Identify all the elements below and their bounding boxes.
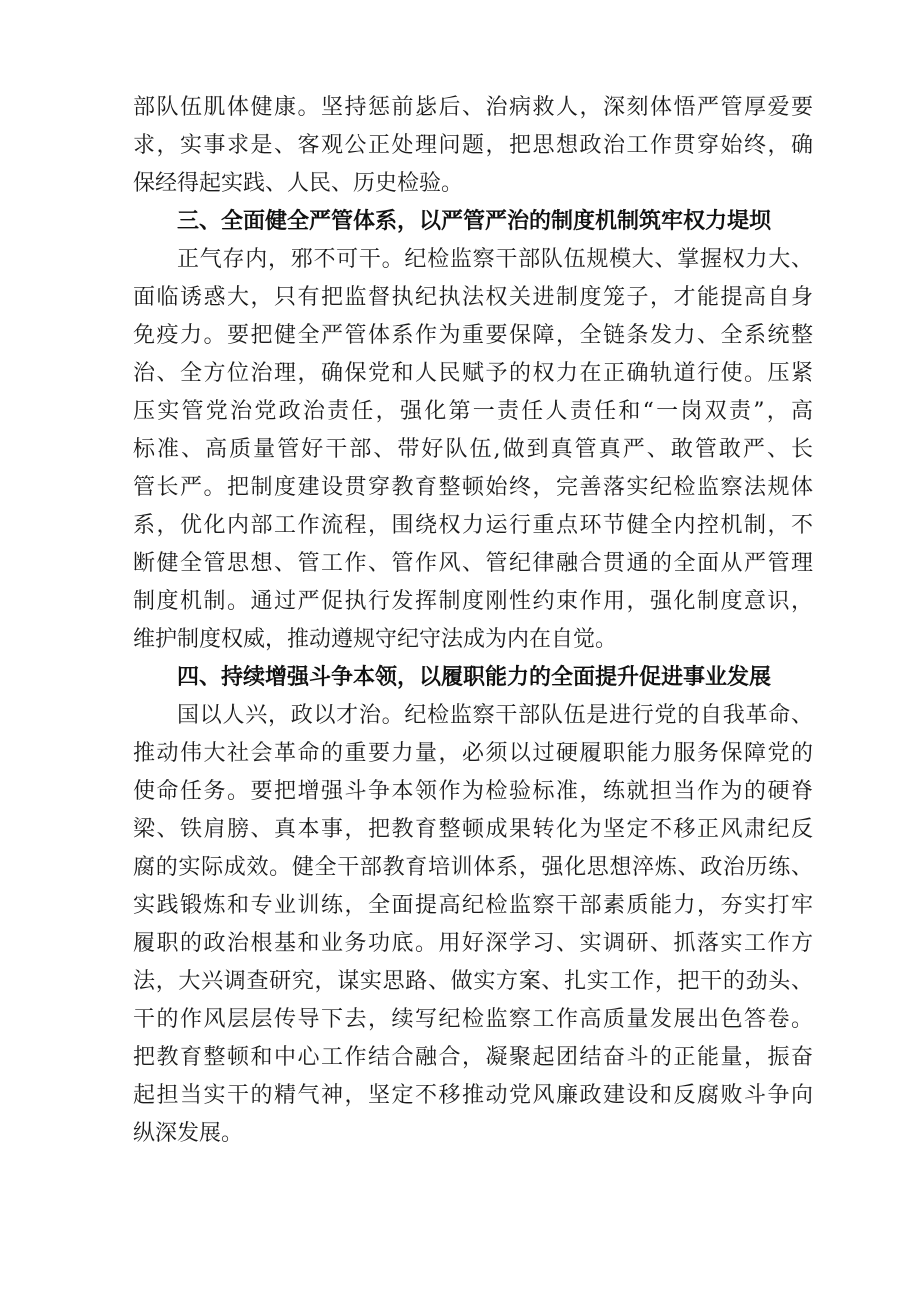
paragraph-3-line-5: 腐的实际成效。健全干部教育培训体系，强化思想淬炼、政治历练、: [133, 855, 813, 880]
paragraph-2-line-10: 制度机制。通过严促执行发挥制度刚性约束作用，强化制度意识，: [133, 589, 813, 614]
paragraph-3-line-10: 把教育整顿和中心工作结合融合，凝聚起团结奋斗的正能量，振奋: [133, 1045, 813, 1070]
paragraph-1-line-2: 求，实事求是、客观公正处理问题，把思想政治工作贯穿始终，确: [133, 133, 813, 158]
paragraph-1-line-1: 部队伍肌体健康。坚持惩前毖后、治病救人，深刻体悟严管厚爱要: [133, 95, 813, 120]
paragraph-3-line-3: 使命任务。要把增强斗争本领作为检验标准，练就担当作为的硬脊: [133, 779, 813, 804]
paragraph-3-line-6: 实践锻炼和专业训练，全面提高纪检监察干部素质能力，夯实打牢: [133, 893, 813, 918]
paragraph-3-line-2: 推动伟大社会革命的重要力量，必须以过硬履职能力服务保障党的: [133, 741, 813, 766]
paragraph-2-line-7: 管长严。把制度建设贯穿教育整顿始终，完善落实纪检监察法规体: [133, 475, 813, 500]
paragraph-3-line-4: 梁、铁肩膀、真本事，把教育整顿成果转化为坚定不移正风肃纪反: [133, 817, 813, 842]
section-heading-3: 三、全面健全严管体系，以严管严治的制度机制筑牢权力堤坝: [177, 209, 772, 234]
paragraph-3-line-9: 干的作风层层传导下去，续写纪检监察工作高质量发展出色答卷。: [133, 1007, 813, 1032]
paragraph-2-line-5: 压实管党治党政治责任，强化第一责任人责任和“一岗双责”，高: [133, 399, 813, 424]
paragraph-3-line-12: 纵深发展。: [133, 1121, 244, 1146]
paragraph-3-line-7: 履职的政治根基和业务功底。用好深学习、实调研、抓落实工作方: [133, 931, 813, 956]
paragraph-2-line-1: 正气存内，邪不可干。纪检监察干部队伍规模大、掌握权力大、: [177, 247, 813, 272]
paragraph-2-line-2: 面临诱惑大，只有把监督执纪执法权关进制度笼子，才能提高自身: [133, 285, 813, 310]
paragraph-3-line-11: 起担当实干的精气神，坚定不移推动党风廉政建设和反腐败斗争向: [133, 1083, 813, 1108]
paragraph-3-line-1: 国以人兴，政以才治。纪检监察干部队伍是进行党的自我革命、: [177, 703, 813, 728]
paragraph-1-line-3: 保经得起实践、人民、历史检验。: [133, 171, 464, 196]
paragraph-2-line-8: 系，优化内部工作流程，围绕权力运行重点环节健全内控机制，不: [133, 513, 813, 538]
paragraph-2-line-6: 标准、高质量管好干部、带好队伍,做到真管真严、敢管敢严、长: [133, 437, 813, 462]
paragraph-2-line-4: 治、全方位治理，确保党和人民赋予的权力在正确轨道行使。压紧: [133, 361, 813, 386]
paragraph-2-line-3: 免疫力。要把健全严管体系作为重要保障，全链条发力、全系统整: [133, 323, 813, 348]
paragraph-3-line-8: 法，大兴调查研究，谋实思路、做实方案、扎实工作，把干的劲头、: [133, 969, 813, 994]
section-heading-4: 四、持续增强斗争本领，以履职能力的全面提升促进事业发展: [177, 665, 772, 690]
paragraph-2-line-11: 维护制度权威，推动遵规守纪守法成为内在自觉。: [133, 627, 618, 652]
paragraph-2-line-9: 断健全管思想、管工作、管作风、管纪律融合贯通的全面从严管理: [133, 551, 813, 576]
